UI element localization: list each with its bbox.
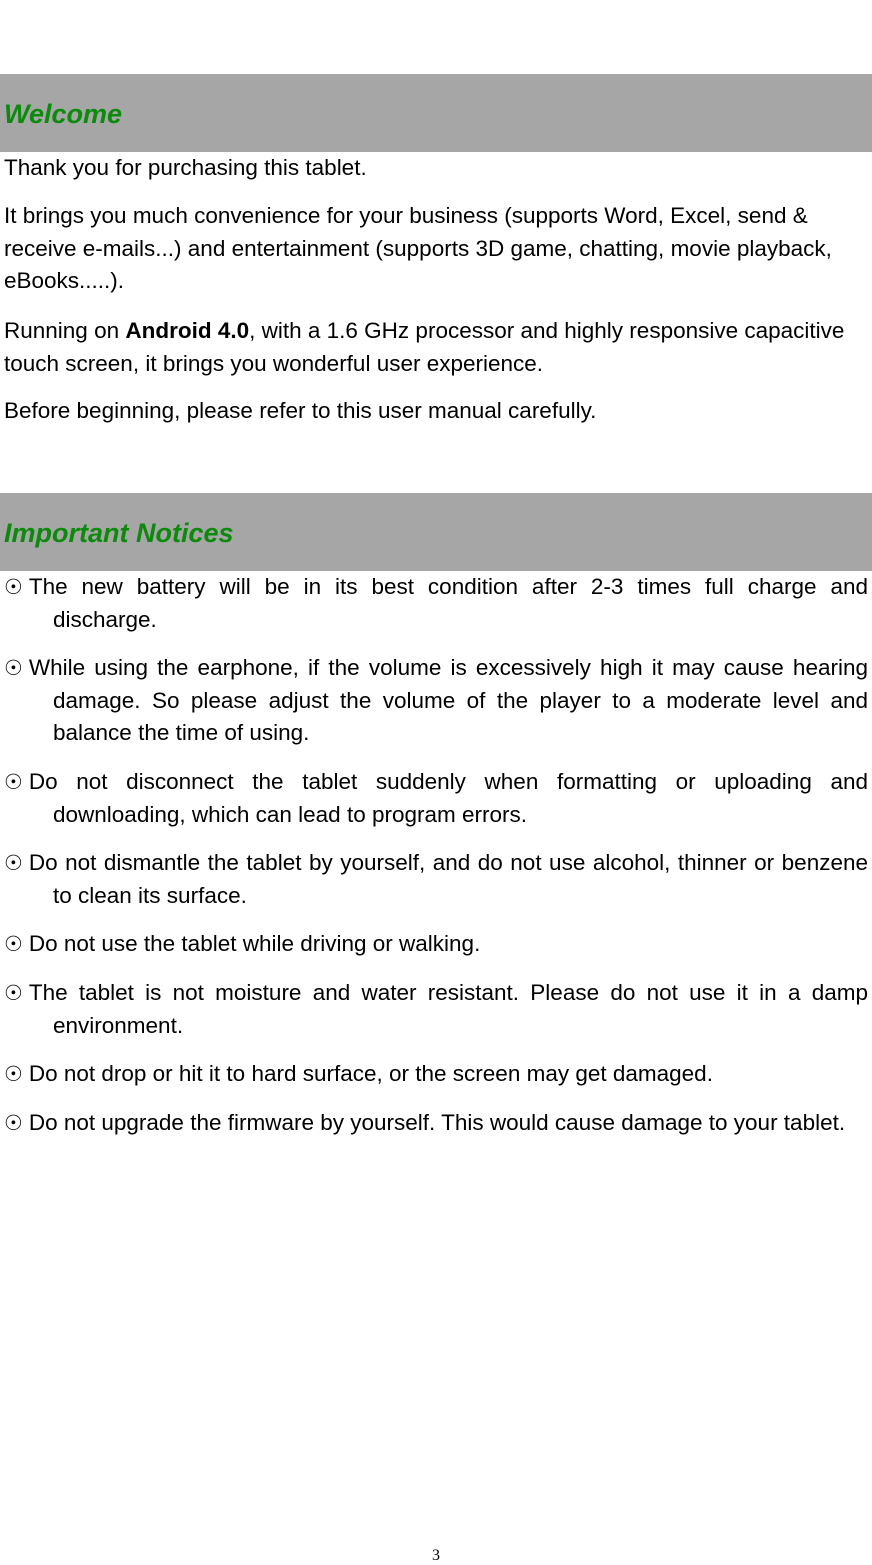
bullet-icon: ☉ <box>4 656 23 680</box>
notice-text: While using the earphone, if the volume is excessively high it may cause hearing damage. So please adjust the volume of the player to a moderate level and balance the time of using. <box>28 655 868 745</box>
notice-text: Do not dismantle the tablet by yourself, and do not use alcohol, thinner or benzene to clean its surface. <box>28 850 868 908</box>
welcome-section-header <box>0 74 872 152</box>
notice-text: Do not upgrade the firmware by yourself. This would cause damage to your tablet. <box>28 1110 846 1135</box>
notice-text: Do not disconnect the tablet suddenly when formatting or uploading and downloading, which can lead to program errors. <box>28 769 868 827</box>
bullet-icon: ☉ <box>4 575 23 599</box>
notice-text: Do not use the tablet while driving or walking. <box>28 931 481 956</box>
bullet-icon: ☉ <box>4 770 23 794</box>
notice-item <box>4 847 868 912</box>
bullet-icon: ☉ <box>4 932 23 956</box>
bullet-icon: ☉ <box>4 851 23 875</box>
welcome-paragraph-3 <box>4 315 870 380</box>
page-number: 3 <box>432 1547 440 1564</box>
bullet-icon: ☉ <box>4 981 23 1005</box>
welcome-paragraph-3-start: Running on <box>4 318 126 343</box>
notice-item <box>4 652 868 750</box>
welcome-paragraph-1: Thank you for purchasing this tablet. <box>4 155 367 180</box>
notice-item <box>4 1058 868 1091</box>
android-version-text: Android 4.0 <box>125 318 250 343</box>
notice-item <box>4 571 868 636</box>
notice-item <box>4 1107 868 1140</box>
bullet-icon: ☉ <box>4 1111 23 1135</box>
notice-text: The tablet is not moisture and water resistant. Please do not use it in a damp environment. <box>28 980 868 1038</box>
welcome-paragraph-3-end: , with a 1.6 GHz processor and highly responsive capacitive touch screen, it brings you wonderful user experience. <box>4 318 845 376</box>
welcome-heading: Welcome <box>4 99 123 129</box>
notice-text: The new battery will be in its best condition after 2-3 times full charge and discharge. <box>28 574 868 632</box>
notice-text: Do not drop or hit it to hard surface, or the screen may get damaged. <box>28 1061 713 1086</box>
bullet-icon: ☉ <box>4 1062 23 1086</box>
notice-item <box>4 977 868 1042</box>
welcome-paragraph-2: It brings you much convenience for your business (supports Word, Excel, send & receive e-mails...) and entertainment (supports 3D game, chatting, movie playback, eBooks.....). <box>4 203 832 293</box>
notice-item <box>4 928 868 961</box>
notices-heading: Important Notices <box>4 518 234 548</box>
notice-item <box>4 766 868 831</box>
welcome-paragraph-4: Before beginning, please refer to this user manual carefully. <box>4 398 597 423</box>
notices-section-header <box>0 493 872 571</box>
